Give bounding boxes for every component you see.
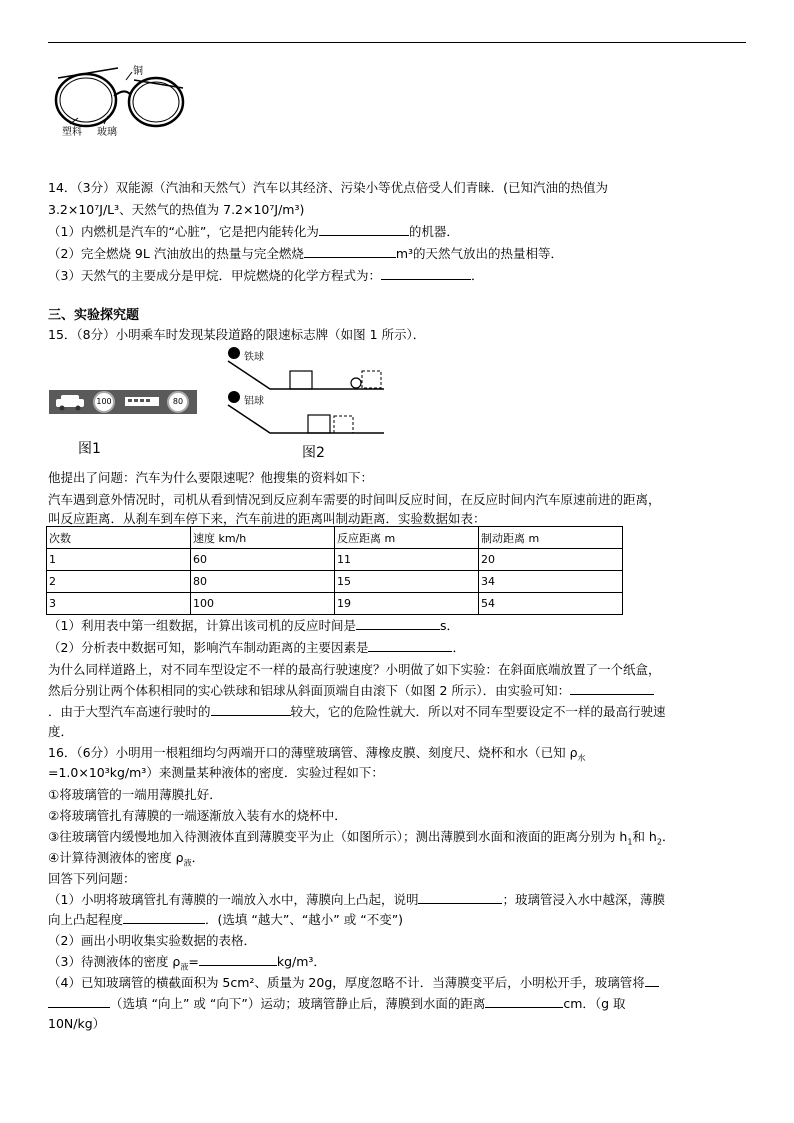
q15-blank4[interactable]: [211, 703, 291, 716]
q15-blank2[interactable]: [368, 639, 452, 652]
bus-icon: [123, 394, 161, 410]
table-header-cell: 次数: [47, 527, 191, 549]
q14-part3: [48, 266, 483, 284]
q16-step4: [48, 848, 204, 869]
table-header-row: [47, 527, 623, 549]
table-header-cell: 制动距离 m: [479, 527, 623, 549]
q14-part3-end: ．: [470, 268, 484, 283]
table-row: [47, 549, 623, 571]
q16-part4: [48, 973, 659, 991]
table-cell: 1: [47, 549, 191, 571]
section3-title: 三、实验探究题: [48, 308, 140, 323]
q15-para4: 度．: [48, 724, 74, 739]
q16-line2: =1.0×10³kg/m³）来测量某种液体的密度．实验过程如下：: [48, 765, 384, 780]
q14-part2-text: （2）完全燃烧 9L 汽油放出的热量与完全燃烧: [48, 246, 304, 261]
table-cell: 11: [335, 549, 479, 571]
q14-line1: 14．（3分）双能源（汽油和天然气）汽车以其经济、污染小等优点倍受人们青睐．(已知汽油的热值为: [48, 180, 608, 195]
q16-blank5[interactable]: [485, 995, 563, 1008]
q14-part1-text: （1）内燃机是汽车的“心脏”，它是把内能转化为: [48, 224, 319, 239]
q15-para1: 为什么同样道路上，对不同车型设定不一样的最高行驶速度？小明做了如下实验：在斜面底端放置了一个纸盒，: [48, 662, 661, 677]
speed-limit-bus: 80: [167, 391, 189, 413]
table-header-cell: 反应距离 m: [335, 527, 479, 549]
q16-part1-mid: ；玻璃管浸入水中越深，薄膜: [502, 892, 665, 907]
q16-step4-text: ④计算待测液体的密度 ρ: [48, 850, 184, 865]
q14-part2-end: m³的天然气放出的热量相等．: [395, 246, 564, 261]
label-aluminum-ball: 铝球: [244, 396, 264, 407]
q16-sub2: 2: [656, 837, 662, 847]
q15-para3-text: ．由于大型汽车高速行驶时的: [48, 704, 211, 719]
table-cell: 80: [191, 571, 335, 593]
speed-limit-car: 100: [93, 391, 115, 413]
q16-part1b-end: ．(选填 “越大”、“越小” 或 “不变”): [205, 912, 404, 927]
speed-sign-figure: [49, 390, 197, 414]
q16-blank3[interactable]: [199, 953, 277, 966]
q16-blank4b[interactable]: [48, 995, 110, 1008]
table-cell: 3: [47, 593, 191, 615]
q16-blank1[interactable]: [418, 891, 502, 904]
q16-part4-text: （4）已知玻璃管的横截面积为 5cm²、质量为 20g，厚度忽略不计．当薄膜变平后，小明松开手，玻璃管将: [48, 975, 645, 990]
table-cell: 54: [479, 593, 623, 615]
q16-step1: ①将玻璃管的一端用薄膜扎好．: [48, 787, 222, 802]
q15-blank3[interactable]: [570, 682, 654, 695]
fig1-caption: 图1: [78, 441, 101, 457]
q16-part3: [48, 952, 326, 973]
q16-part3-unit: kg/m³．: [276, 954, 326, 969]
fig2-caption: 图2: [302, 445, 325, 461]
q16-part3-sub: 液: [180, 962, 189, 972]
q15-para3: [48, 702, 666, 720]
q15-part1-text: （1）利用表中第一组数据，计算出该司机的反应时间是: [48, 618, 356, 633]
q16-part4c: 10N/kg）: [48, 1016, 106, 1031]
q14-blank3[interactable]: [381, 267, 471, 280]
q16-part3-eq: =: [188, 954, 199, 969]
q16-part1b: [48, 910, 403, 928]
q16-answer-intro: 回答下列问题：: [48, 871, 136, 886]
q16-line1-sub: 水: [577, 753, 586, 763]
table-row: [47, 571, 623, 593]
q16-step3-text: ③往玻璃管内缓慢地加入待测液体直到薄膜变平为止（如图所示）；测出薄膜到水面和液面的距离分别为 h: [48, 829, 628, 844]
q15-part2: [48, 638, 465, 656]
label-iron-ball: 铁球: [244, 352, 264, 363]
q15-intro: 15．（8分）小明乘车时发现某段道路的限速标志牌（如图 1 所示）．: [48, 327, 426, 342]
q16-part4b-end: cm．（g 取: [563, 996, 626, 1011]
q16-blank4a[interactable]: [645, 974, 659, 987]
q15-part1: [48, 616, 459, 634]
q16-part1: [48, 890, 665, 908]
q16-step4-sub: 液: [183, 858, 192, 868]
q15-blank1[interactable]: [356, 617, 440, 630]
q15-part1-end: s．: [439, 618, 459, 633]
q16-step3: [48, 827, 674, 847]
q16-line1-text: 16．（6分）小明用一根粗细均匀两端开口的薄壁玻璃管、薄橡皮膜、刻度尺、烧杯和水（已知 ρ: [48, 745, 578, 760]
table-header-cell: 速度 km/h: [191, 527, 335, 549]
q15-part2-end: ．: [452, 640, 465, 655]
table-cell: 2: [47, 571, 191, 593]
table-cell: 20: [479, 549, 623, 571]
q15-question: 他提出了问题：汽车为什么要限速呢？他搜集的资料如下：: [48, 470, 374, 485]
q16-step2: ②将玻璃管扎有薄膜的一端逐渐放入装有水的烧杯中．: [48, 808, 347, 823]
q15-data-table: [46, 526, 623, 615]
q16-part4b: [48, 994, 626, 1012]
q16-part3-text: （3）待测液体的密度 ρ: [48, 954, 181, 969]
q14-part3-text: （3）天然气的主要成分是甲烷．甲烷燃烧的化学方程式为：: [48, 268, 381, 283]
car-icon: [53, 393, 87, 411]
q16-blank2[interactable]: [123, 911, 205, 924]
q16-part2: （2）画出小明收集实验数据的表格．: [48, 933, 256, 948]
q16-step4-end: ．: [191, 850, 205, 865]
q14-part1-end: 的机器．: [408, 224, 459, 239]
table-row: [47, 593, 623, 615]
q14-part1: [48, 222, 459, 240]
table-cell: 100: [191, 593, 335, 615]
q14-blank2[interactable]: [304, 245, 396, 258]
table-cell: 34: [479, 571, 623, 593]
q16-line1: [48, 743, 586, 764]
q16-sub1: 1: [627, 837, 633, 847]
q15-para2-text: 然后分别让两个体积相同的实心铁球和铝球从斜面顶端自由滚下（如图 2 所示）．由实验可知：: [48, 683, 571, 698]
q16-step3-end: ．: [661, 829, 675, 844]
q15-info2: 叫反应距离．从刹车到车停下来，汽车前进的距离叫制动距离．实验数据如表：: [48, 511, 486, 526]
q14-line2: 3.2×10⁷J/L³、天然气的热值为 7.2×10⁷J/m³): [48, 202, 305, 217]
q15-para2: [48, 681, 654, 699]
label-plastic: 塑料: [62, 127, 82, 138]
q16-part1b-text: 向上凸起程度: [48, 912, 124, 927]
q16-part4b-text: （选填 “向上” 或 “向下”）运动；玻璃管静止后，薄膜到水面的距离: [110, 996, 486, 1011]
label-copper: 铜: [133, 66, 143, 77]
header-rule: [48, 42, 746, 43]
q15-part2-text: （2）分析表中数据可知，影响汽车制动距离的主要因素是: [48, 640, 369, 655]
label-glass: 玻璃: [97, 127, 117, 138]
q14-part2: [48, 244, 563, 262]
table-cell: 15: [335, 571, 479, 593]
q16-part1-text: （1）小明将玻璃管扎有薄膜的一端放入水中，薄膜向上凸起，说明: [48, 892, 419, 907]
table-cell: 19: [335, 593, 479, 615]
q16-step3-and: 和 h: [632, 829, 657, 844]
q15-info1: 汽车遇到意外情况时，司机从看到情况到反应刹车需要的时间叫反应时间，在反应时间内汽车原速前进的距离，: [48, 492, 661, 507]
q14-blank1[interactable]: [319, 223, 409, 236]
table-cell: 60: [191, 549, 335, 571]
q15-para3-end: 较大，它的危险性就大．所以对不同车型要设定不一样的最高行驶速: [290, 704, 666, 719]
